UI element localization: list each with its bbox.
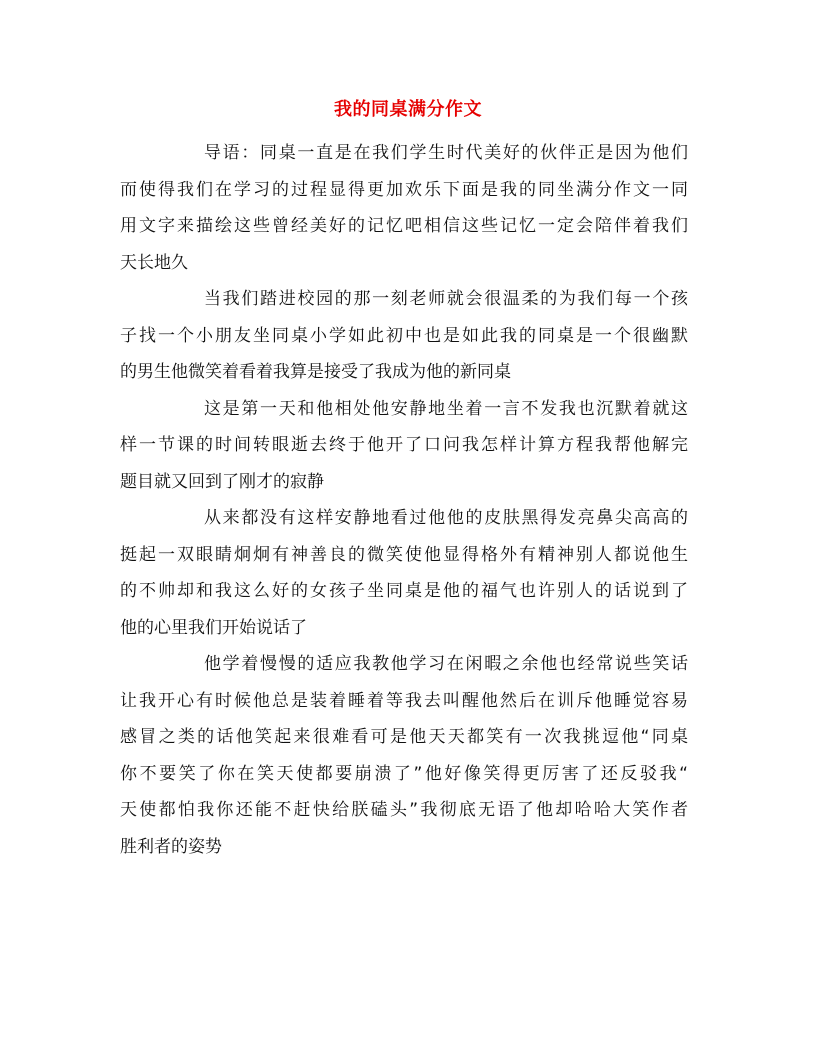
paragraph-line: 而使得我们在学习的过程显得更加欢乐下面是我的同坐满分作文一同 (120, 179, 688, 200)
paragraph-line: 样一节课的时间转眼逝去终于他开了口问我怎样计算方程我帮他解完 (120, 435, 688, 455)
document-body (120, 135, 688, 865)
paragraph-line: 感冒之类的话他笑起来很难看可是他天天都笑有一次我挑逗他“同桌 (120, 727, 688, 747)
paragraph-3 (120, 391, 688, 501)
paragraph-line: 导语：同桌一直是在我们学生时代美好的伙伴正是因为他们 (204, 143, 688, 163)
paragraph-line: 他的心里我们开始说话了 (120, 617, 307, 638)
paragraph-5 (120, 646, 688, 865)
paragraph-line: 天使都怕我你还能不赶快给朕磕头”我彻底无语了他却哈哈大笑作者 (120, 800, 688, 820)
paragraph-line: 的不帅却和我这么好的女孩子坐同桌是他的福气也许别人的话说到了 (120, 581, 688, 601)
paragraph-intro (120, 135, 688, 281)
paragraph-line: 子找一个小朋友坐同桌小学如此初中也是如此我的同桌是一个很幽默 (120, 325, 688, 346)
paragraph-line: 胜利者的姿势 (120, 836, 222, 857)
paragraph-line: 的男生他微笑着看着我算是接受了我成为他的新同桌 (120, 362, 511, 382)
paragraph-line: 从来都没有这样安静地看过他他的皮肤黑得发亮鼻尖高高的 (204, 508, 688, 528)
paragraph-line: 挺起一双眼睛炯炯有神善良的微笑使他显得格外有精神别人都说他生 (120, 544, 688, 565)
paragraph-line: 用文字来描绘这些曾经美好的记忆吧相信这些记忆一定会陪伴着我们 (120, 216, 688, 236)
paragraph-line: 他学着慢慢的适应我教他学习在闲暇之余他也经常说些笑话 (204, 654, 688, 674)
paragraph-4 (120, 500, 688, 646)
paragraph-line: 题目就又回到了刚才的寂静 (120, 471, 324, 492)
paragraph-line: 这是第一天和他相处他安静地坐着一言不发我也沉默着就这 (204, 398, 688, 419)
paragraph-line: 你不要笑了你在笑天使都要崩溃了”他好像笑得更厉害了还反驳我“ (120, 763, 688, 784)
paragraph-2 (120, 281, 688, 391)
paragraph-line: 当我们踏进校园的那一刻老师就会很温柔的为我们每一个孩 (204, 289, 688, 309)
paragraph-line: 让我开心有时候他总是装着睡着等我去叫醒他然后在训斥他睡觉容易 (120, 690, 688, 711)
paragraph-line: 天长地久 (120, 252, 188, 273)
document-title: 我的同桌满分作文 (334, 99, 482, 120)
